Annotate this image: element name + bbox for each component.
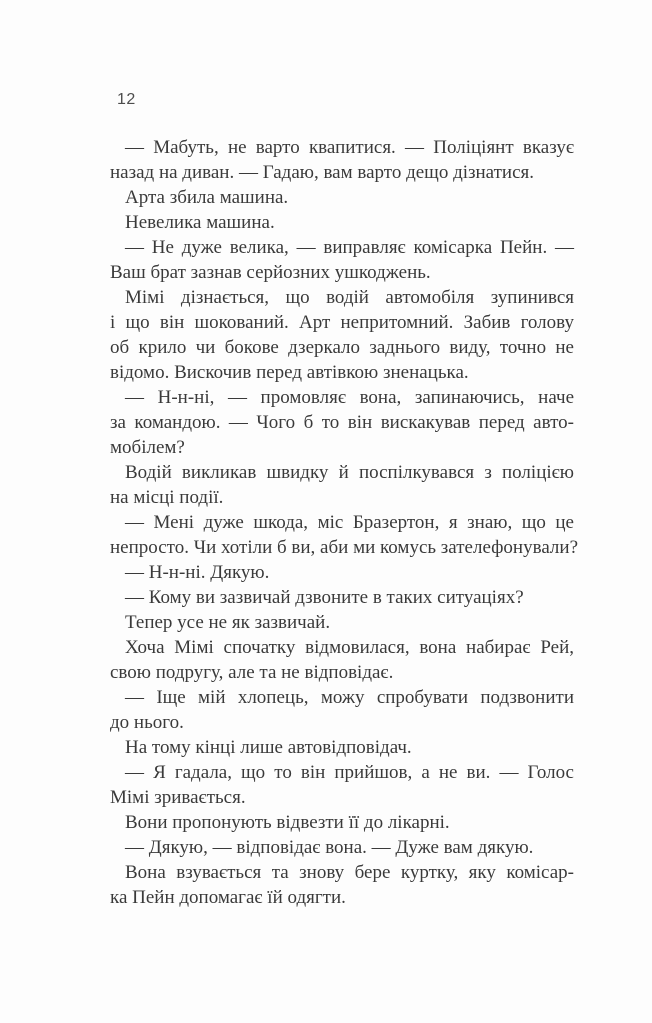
text-line: Вона взувається та знову бере куртку, яку комісар- xyxy=(125,862,574,883)
text-line: Тепер усе не як зазвичай. xyxy=(125,612,331,633)
text-line: Ваш брат зазнав серйозних ушкоджень. xyxy=(110,262,431,283)
text-line: Арта збила машина. xyxy=(125,187,289,208)
text-line: Вони пропонують відвезти її до лікарні. xyxy=(125,812,450,833)
text-line: — Кому ви зазвичай дзвоните в таких ситуаціях? xyxy=(125,587,524,608)
text-line: Невелика машина. xyxy=(125,212,275,233)
text-line: ка Пейн допомагає їй одягти. xyxy=(110,887,346,908)
text-line: до нього. xyxy=(110,712,184,733)
text-line: Мімі дізнається, що водій автомобіля зупинився xyxy=(125,287,574,308)
text-line: На тому кінці лише автовідповідач. xyxy=(125,737,412,758)
text-line: Водій викликав швидку й поспілкувався з поліцією xyxy=(125,462,574,483)
text-line: відомо. Вискочив перед автівкою зненацька. xyxy=(110,362,469,383)
text-line: — Дякую, — відповідає вона. — Дуже вам дякую. xyxy=(125,837,534,858)
text-line: — Мені дуже шкода, міс Бразертон, я знаю, що це xyxy=(125,512,574,533)
text-line: мобілем? xyxy=(110,437,185,458)
page-number: 12 xyxy=(117,91,136,108)
text-line: назад на диван. — Гадаю, вам варто дещо дізнатися. xyxy=(110,162,535,183)
text-line: — Н-н-ні, — промовляє вона, запинаючись, наче xyxy=(125,387,574,408)
text-line: — Я гадала, що то він прийшов, а не ви. — Голос xyxy=(125,762,574,783)
text-line: — Н-н-ні. Дякую. xyxy=(125,562,270,583)
text-line: — Не дуже велика, — виправляє комісарка Пейн. — xyxy=(125,237,574,258)
text-line: Хоча Мімі спочатку відмовилася, вона набирає Рей, xyxy=(125,637,574,658)
book-text xyxy=(110,135,579,910)
text-line: свою подругу, але та не відповідає. xyxy=(110,662,394,683)
text-line: — Мабуть, не варто квапитися. — Поліціянт вказує xyxy=(125,137,574,158)
text-line: — Іще мій хлопець, можу спробувати подзвонити xyxy=(125,687,574,708)
text-line: Мімі зривається. xyxy=(110,787,246,808)
text-line: за командою. — Чого б то він вискакував перед авто- xyxy=(110,412,574,433)
text-line: об крило чи бокове дзеркало заднього виду, точно не xyxy=(110,337,574,358)
text-line: непросто. Чи хотіли б ви, аби ми комусь зателефонували? xyxy=(110,537,579,558)
text-line: і що він шокований. Арт непритомний. Забив голову xyxy=(110,312,574,333)
text-line: на місці події. xyxy=(110,487,224,508)
